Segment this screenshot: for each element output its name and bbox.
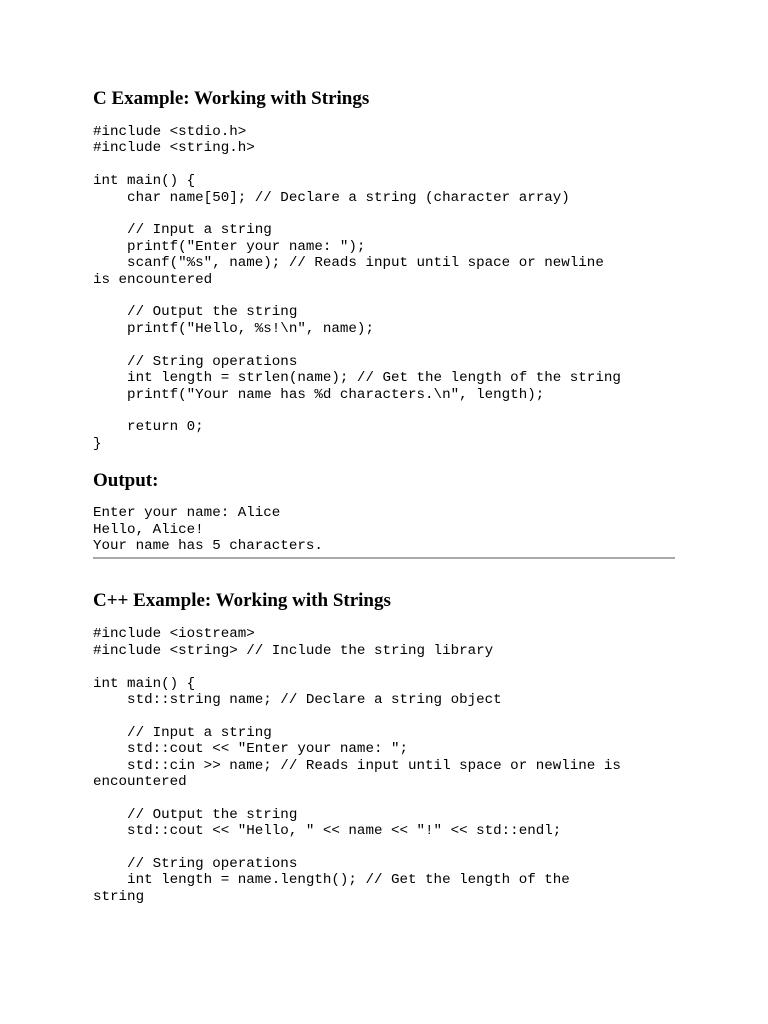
c-code-block: #include <stdio.h> #include <string.h> int main() { char name[50]; // Declare a string (character array) // Input a string printf("Enter your name: "); scanf("%s", name); // Reads input until space or newline is encountered // Output the string printf("Hello, %s!\n", name); // String operations int length = strlen(name); // Get the length of the string printf("Your name has %d characters.\n", length); return 0; }: [93, 124, 621, 452]
document-content: [93, 87, 675, 905]
c-example-heading: C Example: Working with Strings: [93, 88, 370, 109]
output-heading: Output:: [93, 470, 159, 492]
output-block: Enter your name: Alice Hello, Alice! Your name has 5 characters.: [93, 505, 323, 554]
cpp-code-block: #include <iostream> #include <string> // Include the string library int main() { std::string name; // Declare a string object // Input a string std::cout << "Enter your name: "; std::cin >> name; // Reads input until space or newline is encountered // Output the string std::cout << "Hello, " << name << "!" << std::endl; // String operations int length = name.length(); // Get the length of the string: [93, 626, 621, 905]
section-divider: [93, 557, 675, 559]
cpp-example-heading: C++ Example: Working with Strings: [93, 590, 391, 612]
